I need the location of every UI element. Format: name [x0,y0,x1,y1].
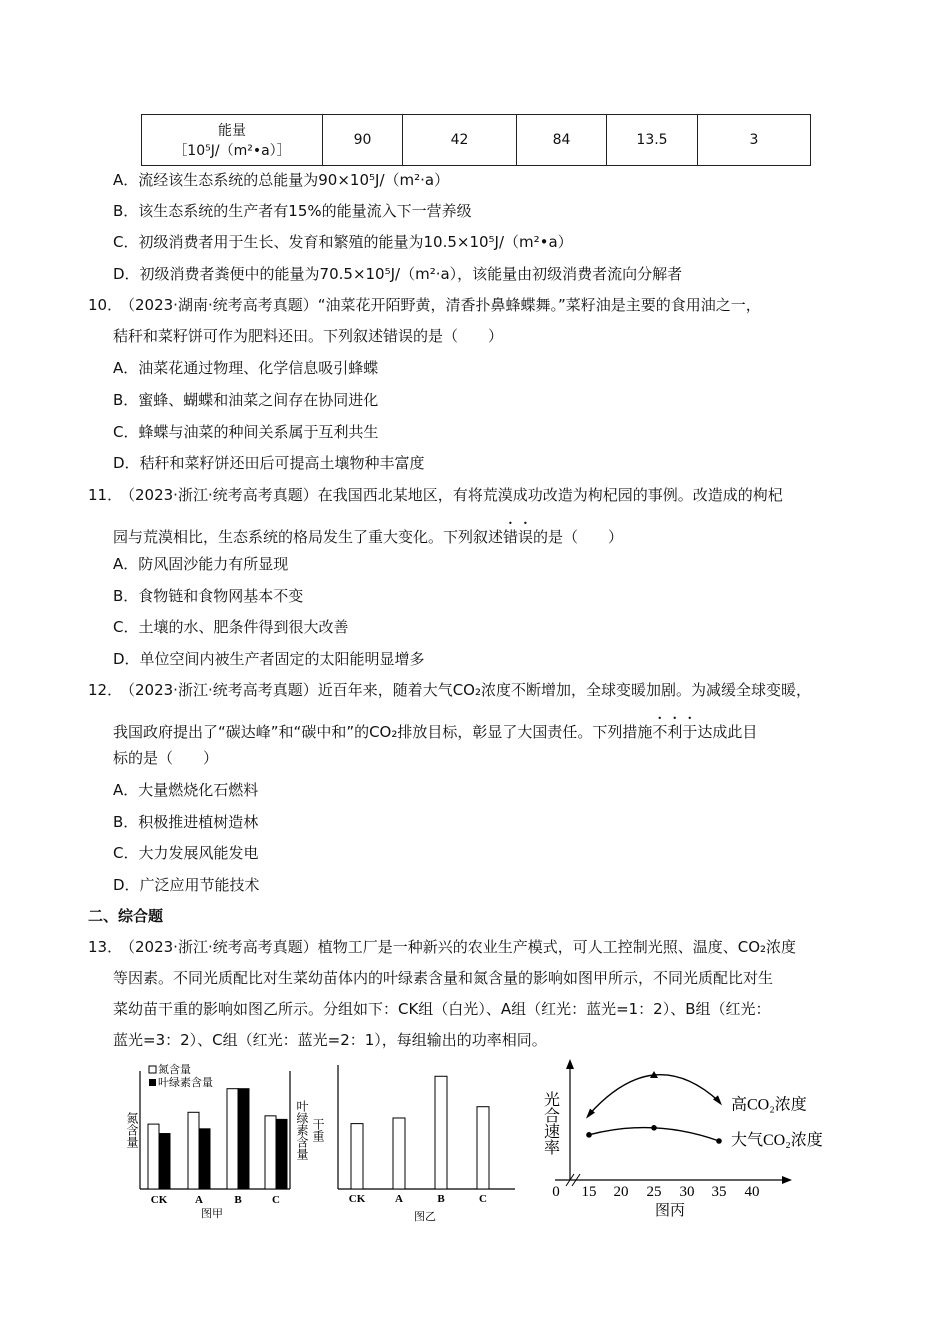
q12-emphasis: 不利于 [652,723,698,741]
q12-option-c: C．大力发展风能发电 [113,844,259,862]
jia-bar-nitrogen [227,1089,238,1189]
jia-bar-chlorophyll [199,1129,210,1189]
table-cell: 3 [698,115,811,166]
q9-option-b: B．该生态系统的生产者有15%的能量流入下一营养级 [113,202,472,220]
q10-option-d: D．秸秆和菜籽饼还田后可提高土壤物种丰富度 [113,454,425,472]
q11-number: 11． [88,486,123,504]
figures-panel [0,1055,950,1235]
jia-bar-nitrogen [148,1124,159,1189]
yi-tick-label: CK [348,1193,366,1205]
jia-bar-chlorophyll [276,1119,287,1189]
jia-tick-label: A [195,1194,203,1206]
bing-point [716,1138,722,1144]
q12-stem-line1: （2023·浙江·统考高考真题）近百年来，随着大气CO₂浓度不断增加，全球变暖加剧。为减缓全球变暖， [120,681,812,699]
q10-stem-line1: （2023·湖南·统考高考真题）“油菜花开陌野黄，清香扑鼻蜂蝶舞。”菜籽油是主要的食用油之一， [120,296,761,314]
q11-option-a: A．防风固沙能力有所显现 [113,555,289,573]
table-header-cell [142,115,323,166]
jia-caption: 图甲 [201,1208,223,1220]
jia-bar-nitrogen [188,1112,199,1189]
table-cell: 84 [517,115,607,166]
bing-tick-label: 20 [613,1184,629,1200]
q12-option-a: A．大量燃烧化石燃料 [113,781,259,799]
chart-yi [311,1065,515,1223]
q13-stem-line1: （2023·浙江·统考高考真题）植物工厂是一种新兴的农业生产模式，可人工控制光照、温度、CO₂浓度 [120,938,797,956]
chart-jia [125,1062,309,1220]
q11-stem-line2-pre: 园与荒漠相比，生态系统的格局发生了重大变化。下列叙述 [113,528,504,546]
bing-point [586,1132,592,1138]
table-header-line2: ［10⁵J/（m²•a）］ [173,143,291,159]
q11-emphasis: 错误 [503,528,534,546]
bing-tick-label: 25 [646,1184,662,1200]
table-header-line1: 能量 [218,123,246,139]
q12-option-b: B．积极推进植树造林 [113,813,259,831]
jia-ylabel-right: 叶绿素含量 [295,1100,309,1160]
q13-stem-line2: 等因素。不同光质配比对生菜幼苗体内的叶绿素含量和氮含量的影响如图甲所示，不同光质配比对生 [113,969,774,987]
q9-option-c: C．初级消费者用于生长、发育和繁殖的能量为10.5×10⁵J/（m²•a） [113,233,573,251]
yi-tick-label: B [437,1193,445,1205]
bing-y-arrow [566,1059,574,1069]
yi-tick-label: A [395,1193,403,1205]
yi-bar [351,1124,363,1189]
legend-chlorophyll-label: 叶绿素含量 [158,1077,213,1089]
q13-number: 13． [88,938,123,956]
q12-option-d: D．广泛应用节能技术 [113,876,260,894]
q13-stem-line4: 蓝光=3：2）、C组（红光：蓝光=2：1），每组输出的功率相同。 [113,1031,547,1049]
jia-tick-label: C [272,1194,280,1206]
legend-chlorophyll-swatch [149,1079,156,1086]
table-cell: 42 [403,115,517,166]
yi-bar [393,1118,405,1189]
bing-ylabel: 光合速率 [541,1091,559,1155]
q12-stem-line3: 标的是（ ） [113,749,219,767]
bing-series-air-label: 大气CO₂浓度 [731,1132,823,1149]
yi-tick-label: C [479,1193,487,1205]
jia-bar-nitrogen [265,1116,276,1189]
q12-stem-line2 [113,714,757,742]
bing-tick-label: 0 [552,1184,560,1200]
q10-stem-line2: 秸秆和菜籽饼可作为肥料还田。下列叙述错误的是（ ） [113,327,504,345]
yi-bar [435,1076,447,1189]
q12-stem-line2-post: 达成此目 [697,723,758,741]
bing-x-arrow [782,1176,792,1184]
q9-option-d: D．初级消费者粪便中的能量为70.5×10⁵J/（m²·a），该能量由初级消费者流向分解者 [113,265,683,283]
q11-stem-line2-post: 的是（ ） [533,528,624,546]
yi-bar [477,1107,489,1189]
q10-option-c: C．蜂蝶与油菜的种间关系属于互利共生 [113,423,379,441]
q10-number: 10． [88,296,123,314]
table-row [142,115,811,166]
q11-option-d: D．单位空间内被生产者固定的太阳能明显增多 [113,650,425,668]
bing-tick-label: 15 [581,1184,597,1200]
legend-nitrogen-label: 氮含量 [158,1064,191,1076]
q12-stem-line2-pre: 我国政府提出了“碳达峰”和“碳中和”的CO₂排放目标，彰显了大国责任。下列措施 [113,723,653,741]
q11-stem-line1: （2023·浙江·统考高考真题）在我国西北某地区，有将荒漠成功改造为枸杞园的事例。改造成的枸杞 [120,486,783,504]
jia-tick-label: CK [150,1194,168,1206]
legend-nitrogen-swatch [149,1066,156,1073]
jia-bar-chlorophyll [159,1134,170,1189]
section-title: 二、综合题 [88,907,164,925]
chart-bing [542,1059,823,1219]
q10-option-b: B．蜜蜂、蝴蝶和油菜之间存在协同进化 [113,391,379,409]
q12-number: 12． [88,681,123,699]
bing-point [651,1125,657,1131]
bing-tick-label: 30 [679,1184,695,1200]
yi-caption: 图乙 [414,1211,436,1223]
bing-series-high-label: 高CO₂浓度 [731,1096,807,1114]
bing-series-high-line [589,1075,719,1115]
table-cell: 90 [323,115,403,166]
q11-stem-line2 [113,519,623,547]
jia-bar-chlorophyll [238,1089,249,1189]
jia-tick-label: B [234,1194,242,1206]
bing-caption: 图丙 [654,1203,686,1219]
table-cell: 13.5 [607,115,698,166]
yi-ylabel: 干重 [311,1118,325,1142]
q13-stem-line3: 菜幼苗干重的影响如图乙所示。分组如下：CK组（白光）、A组（红光：蓝光=1：2）、B组（红光： [113,1000,771,1018]
q11-option-b: B．食物链和食物网基本不变 [113,587,304,605]
bing-tick-label: 35 [711,1184,727,1200]
energy-table [141,114,811,166]
q10-option-a: A．油菜花通过物理、化学信息吸引蜂蝶 [113,359,379,377]
q9-option-a: A．流经该生态系统的总能量为90×10⁵J/（m²·a） [113,171,450,189]
q11-option-c: C．土壤的水、肥条件得到很大改善 [113,618,349,636]
bing-tick-label: 40 [744,1184,760,1200]
jia-ylabel-left: 氮含量 [125,1112,139,1148]
